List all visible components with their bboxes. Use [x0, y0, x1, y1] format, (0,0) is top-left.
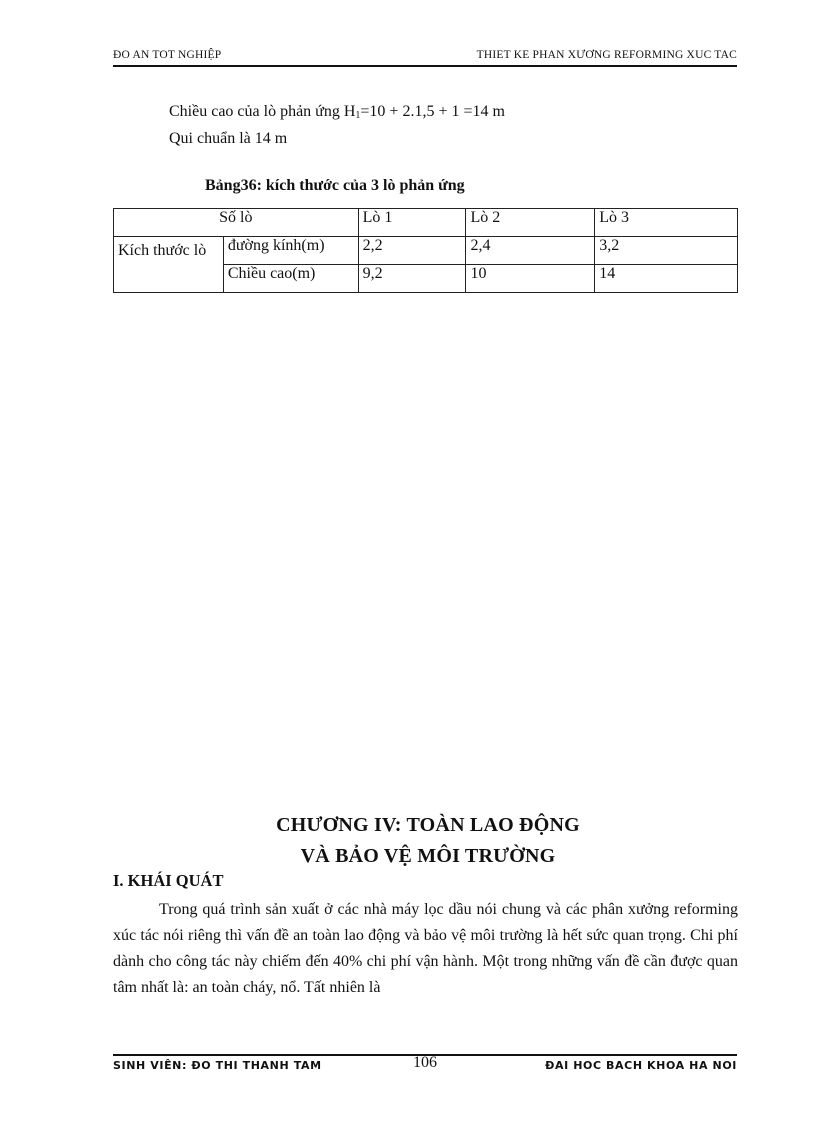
- cell-diameter-3: 3,2: [595, 237, 738, 265]
- footer-student: SINH VIÊN: ĐO THI THANH TAM: [113, 1059, 322, 1072]
- cell-diameter-1: 2,2: [358, 237, 466, 265]
- standard-height: Qui chuẩn là 14 m: [169, 130, 288, 147]
- height-equation: [169, 100, 505, 127]
- cell-height-3: 14: [595, 265, 738, 293]
- cell-height-2: 10: [466, 265, 595, 293]
- table-caption: Bảng36: kích thước của 3 lò phản ứng: [205, 177, 465, 194]
- row-label-diameter: đường kính(m): [223, 237, 358, 265]
- header-right-text: THIET KE PHAN XƯƠNG REFORMING XUC TAC: [476, 49, 737, 61]
- cell-diameter-2: 2,4: [466, 237, 595, 265]
- page-number: 106: [413, 1054, 437, 1071]
- table-header-label: Số lò: [114, 209, 359, 237]
- row-label-height: Chiều cao(m): [223, 265, 358, 293]
- chapter-title-line-1: CHƯƠNG IV: TOÀN LAO ĐỘNG: [276, 814, 580, 836]
- table-header-col-2: Lò 2: [466, 209, 595, 237]
- page-header: [113, 49, 737, 67]
- footer-university: ĐAI HOC BACH KHOA HA NOI: [545, 1059, 737, 1072]
- reactor-dimensions-table: [113, 208, 738, 293]
- section-heading: I. KHÁI QUÁT: [113, 871, 224, 890]
- cell-height-1: 9,2: [358, 265, 466, 293]
- equation-subscript: 1: [355, 110, 361, 121]
- equation-text: Chiều cao của lò phản ứng H: [169, 103, 356, 120]
- height-calculation: [169, 100, 505, 150]
- group-label-cell: Kích thước lò: [114, 237, 224, 293]
- page-footer: [113, 1054, 737, 1076]
- table-header-row: [114, 209, 738, 237]
- chapter-title-line-2: VÀ BẢO VỆ MÔI TRƯỜNG: [300, 845, 556, 867]
- body-paragraph: Trong quá trình sản xuất ở các nhà máy lọc dầu nói chung và các phân xưởng reforming xúc tác nói riêng thì vấn đề an toàn lao động và bảo vệ môi trường là hết sức quan trọng. Chi phí dành cho công tác này chiếm đến 40% chi phí vận hành. Một trong những vấn đề cần được quan tâm nhất là: an toàn cháy, nổ. Tất nhiên là: [113, 901, 738, 996]
- table-header-col-1: Lò 1: [358, 209, 466, 237]
- header-left-text: ĐO AN TOT NGHIỆP: [113, 49, 222, 61]
- table-row: [114, 237, 738, 265]
- equation-result: =10 + 2.1,5 + 1 =14 m: [360, 103, 505, 120]
- table-header-col-3: Lò 3: [595, 209, 738, 237]
